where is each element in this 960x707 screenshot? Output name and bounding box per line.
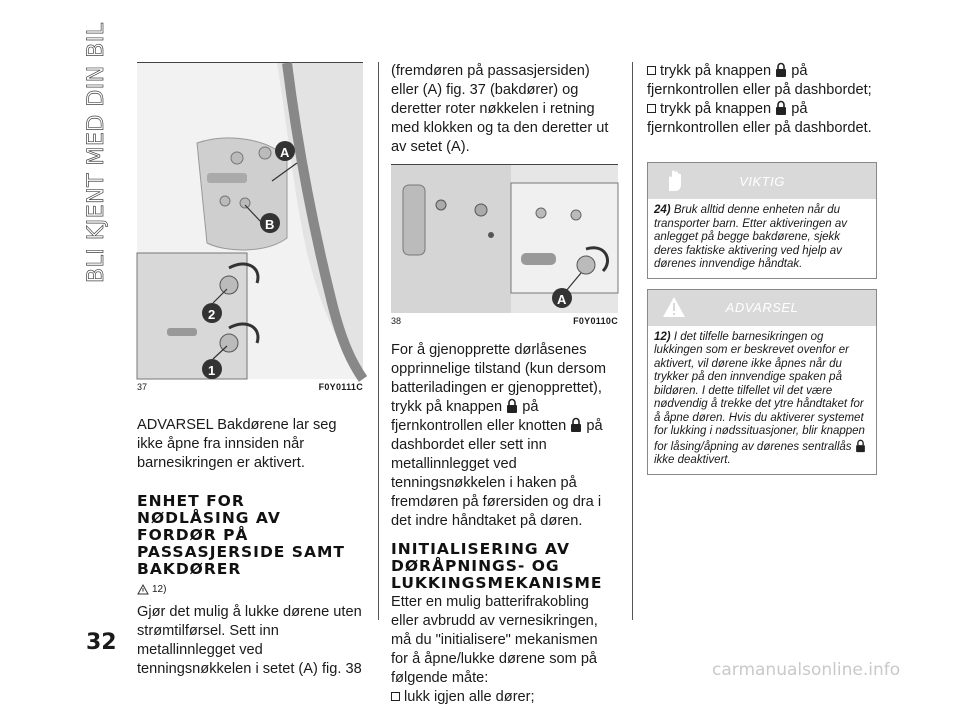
figure-number: 38	[391, 316, 402, 326]
list-item-text: på fjernkontrollen eller på dashbordet;	[647, 63, 872, 98]
viktig-title: VIKTIG	[739, 173, 785, 189]
figure-code: F0Y0111C	[318, 382, 363, 392]
lock-icon	[855, 439, 866, 453]
column-divider	[632, 62, 633, 620]
body-paragraph: Gjør det mulig å lukke dørene uten strømtilførsel. Sett inn metallinnlegget ved tenningsnøkkelen i setet (A) fig. 38	[137, 604, 362, 677]
reference-number: 12)	[152, 584, 167, 595]
figure-number: 37	[137, 382, 148, 392]
lock-icon	[775, 100, 787, 116]
figure-38	[391, 164, 618, 313]
checkbox-icon	[647, 66, 656, 75]
figure-labels	[137, 63, 363, 379]
column-2	[391, 62, 618, 707]
text-run: For å gjenopprette dørlåsenes opprinnelige tilstand (kun dersom batteriladingen er gjenopprettet), trykk på knappen	[391, 342, 606, 415]
door-latch-illustration	[391, 165, 618, 313]
text-run: på fjernkontrollen eller knotten	[391, 399, 567, 434]
note-text: I det tilfelle barnesikringen og lukkingen som er beskrevet ovenfor er aktivert, vil dørene ikke åpnes når du trykker på den innvendige spaken på bildøren. I dette tilfellet vil det være nødvendig å trekke det ytre håndtaket for å åpne døren. Hvis du aktiverer systemet for lukking i nødssituasjoner, blir knappen for låsing/åpning av dørenes sentrallås	[654, 330, 865, 453]
list-item-text: trykk på knappen	[660, 63, 772, 79]
note-text: ikke deaktivert.	[654, 454, 731, 466]
label-1: 1	[208, 363, 216, 378]
list-item-text: på fjernkontrollen eller på dashbordet.	[647, 101, 872, 136]
lock-icon	[570, 417, 582, 433]
list-item	[647, 62, 877, 100]
warning-paragraph: ADVARSEL Bakdørene lar seg ikke åpne fra innsiden når barnesikringen er aktivert.	[137, 417, 337, 471]
list-item	[391, 688, 618, 707]
figure-code: F0Y0110C	[573, 316, 618, 326]
advarsel-header	[648, 290, 876, 326]
note-text: Bruk alltid denne enheten når du transporter barn. Etter aktiveringen av anlegget på begge bakdørene, sjekk deres faktiske aktivering ved hjelp av dørenes innvendige håndtak.	[654, 204, 848, 270]
text-run: på dashbordet eller sett inn metallinnlegget ved tenningsnøkkelen i haken på fremdøren på førersiden og dra i det indre håndtaket på døren.	[391, 418, 603, 529]
note-number: 12)	[654, 330, 671, 343]
column-divider	[378, 62, 379, 620]
hand-icon	[662, 169, 684, 193]
figure-37	[137, 62, 363, 379]
advarsel-box	[647, 289, 877, 475]
figure-caption	[137, 379, 363, 393]
chapter-title: BLI KJENT MED DIN BIL	[84, 22, 109, 283]
column-1	[137, 62, 363, 679]
lock-icon	[775, 62, 787, 78]
list-item-text: lukk igjen alle dører;	[404, 689, 535, 705]
advarsel-title: ADVARSEL	[725, 300, 799, 315]
advarsel-body	[648, 326, 876, 474]
warning-triangle-icon	[137, 584, 149, 595]
label-a: A	[557, 292, 567, 307]
watermark: carmanualsonline.info	[712, 660, 901, 680]
viktig-body	[648, 199, 876, 278]
checkbox-icon	[391, 692, 400, 701]
list-item	[647, 100, 877, 138]
checkbox-icon	[647, 104, 656, 113]
lock-icon	[506, 398, 518, 414]
section-heading-emergency-lock: ENHET FOR NØDLÅSING AV FORDØR PÅ PASSASJERSIDE SAMT BAKDØRER	[137, 492, 345, 578]
page-number: 32	[86, 630, 117, 655]
column-3	[647, 62, 877, 475]
body-paragraph: Etter en mulig batterifrakobling eller avbrudd av vernesikringen, må du "initialisere" mekanismen for å åpne/lukke dørene som på følgende måte:	[391, 594, 598, 686]
label-2: 2	[208, 307, 216, 322]
warning-reference	[137, 580, 363, 599]
section-heading-initialisation: INITIALISERING AV DØRÅPNINGS- OG LUKKINGSMEKANISME	[391, 540, 603, 592]
viktig-box	[647, 162, 877, 279]
viktig-header	[648, 163, 876, 199]
note-number: 24)	[654, 204, 671, 216]
body-paragraph: (fremdøren på passasjersiden) eller (A) fig. 37 (bakdører) og deretter roter nøkkelen i retning med klokken og ta den deretter ut av setet (A).	[391, 63, 609, 155]
list-item-text: trykk på knappen	[660, 101, 772, 117]
body-paragraph	[391, 341, 618, 531]
warning-triangle-icon	[662, 296, 686, 318]
figure-caption	[391, 313, 618, 327]
label-a: A	[280, 145, 290, 160]
label-b: B	[265, 217, 275, 232]
